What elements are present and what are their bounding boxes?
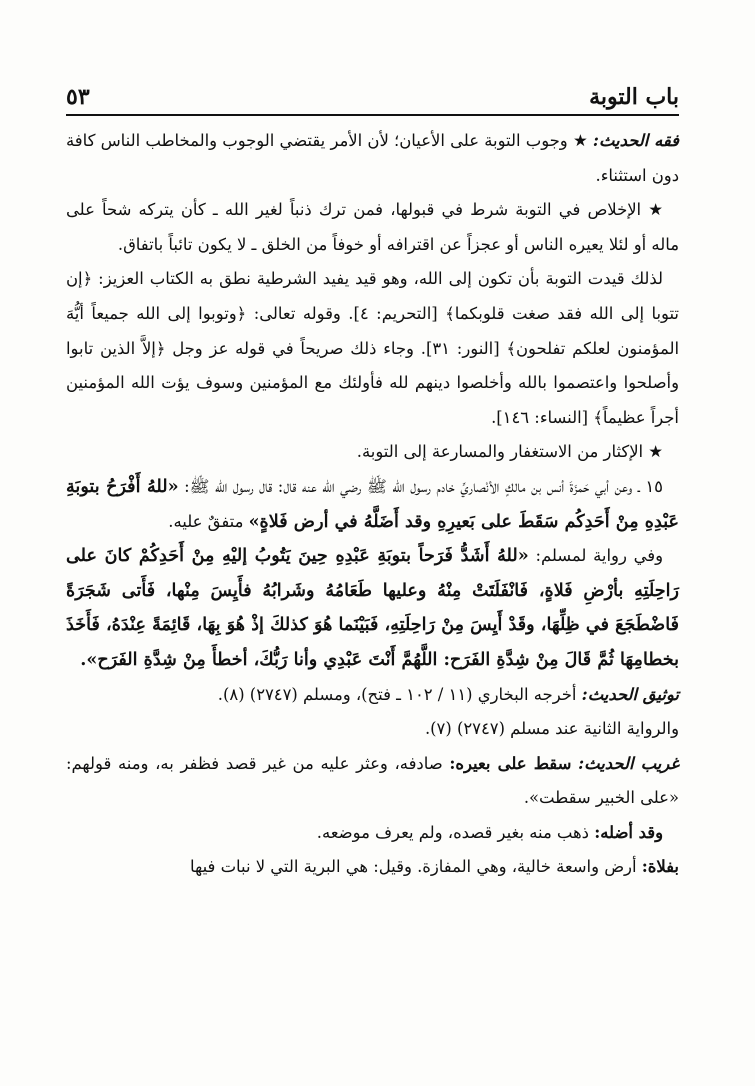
fiqh-heading: فقه الحديث: <box>592 131 679 150</box>
gharib-def-1: صادفه، وعثر عليه من غير قصد فظفر به، ومنه قولهم: «على الخبير سقطت». <box>66 753 679 808</box>
tawthiq-heading: توثيق الحديث: <box>581 684 679 704</box>
fiqh-paragraph-3: لذلك قيدت التوبة بأن تكون إلى الله، وهو قيد يفيد الشرطية نطق به الكتاب العزيز: ﴿إن تتوبا إلى الله فقد صغت قلوبكما﴾ [التحريم: ٤]. وقوله تعالى: ﴿وتوبوا إلى الله جميعاً أيُّهَ المؤمنون لعلكم تفلحون﴾ [النور: ٣١]. وجاء ذلك صريحاً في قوله عز وجل ﴿إلاَّ الذين تابوا وأصلحوا واعتصموا بالله وأخلصوا دينهم لله فأولئك مع المؤمنين وسوف يؤت الله المؤمنين أجراً عظيماً﴾ [النساء: ١٤٦]. <box>66 269 679 427</box>
tawthiq-line-1: أخرجه البخاري (١١ / ١٠٢ ـ فتح)، ومسلم (٢٧٤٧) (٨). <box>217 684 577 704</box>
gharib-paragraph-2 <box>66 816 679 851</box>
chapter-title: باب التوبة <box>589 84 679 110</box>
fiqh-paragraph-4: ★ الإكثار من الاستغفار والمسارعة إلى التوبة. <box>356 442 663 462</box>
hadith-variant-paragraph <box>66 539 679 677</box>
hadith-paragraph <box>66 470 679 539</box>
page-body <box>66 124 679 885</box>
hadith-text-2: «للهُ أَشَدُّ فَرَحاً بتوبَةِ عَبْدِهِ حِينَ يَتُوبُ إليْهِ مِنْ أَحَدِكُمْ كانَ على رَاحِلَتِهِ بأرْضِ فَلاةٍ، فَانْفَلَتَتْ مِنْهُ وعليها طَعَامُهُ وشَرابُهُ فأَيِسَ مِنْها، فَأَتى شَجَرَةً فَاضْطَجَعَ في ظِلِّهَا، وقَدْ أَيِسَ مِنْ رَاحِلَتِهِ، فَبَيْنَما هُوَ كذلكَ إذْ هُوَ بِهَا، قَائِمَةً عِنْدَهُ، فَأَخَذَ بخطامِهَا ثُمَّ قَالَ مِنْ شِدَّةِ الفَرَح: اللَّهُمَّ أَنْتَ عَبْدِي وأنا رَبُّكَ، أخطأَ مِنْ شِدَّةِ الفَرَح». <box>66 545 679 670</box>
gharib-paragraph-1 <box>66 747 679 816</box>
page-number: ٥٣ <box>66 84 90 110</box>
fiqh-paragraph-1 <box>66 124 679 193</box>
tawthiq-paragraph <box>66 678 679 713</box>
gharib-def-3: أرض واسعة خالية، وهي المفازة. وقيل: هي البرية التي لا نبات فيها <box>190 857 637 877</box>
fiqh-paragraph-2: ★ الإخلاص في التوبة شرط في قبولها، فمن ترك ذنباً لغير الله ـ كأن يتركه شحاً على ماله أو لئلا يعيره الناس أو عجزاً عن اقترافه أو خوفاً من الخلق ـ لا يكون تائباً باتفاق. <box>66 200 679 254</box>
hadith-text-1: «للهُ أَفْرَحُ بتوبَةِ عَبْدِهِ مِنْ أَحَدِكُم سَقَطَ على بَعيرِهِ وقد أَضَلَّهُ في أرض فَلاةٍ» <box>66 475 679 532</box>
fiqh-text-1: ★ وجوب التوبة على الأعيان؛ لأن الأمر يقتضي الوجوب والمخاطب الناس كافة دون استثناء. <box>66 131 679 185</box>
hadith-text-1-suffix: متفقٌ عليه. <box>168 511 244 531</box>
hadith-variant-intro: وفي رواية لمسلم: <box>535 546 663 566</box>
gharib-term-3: بفلاة: <box>641 857 679 877</box>
tawthiq-line-2: والرواية الثانية عند مسلم (٢٧٤٧) (٧). <box>424 719 679 739</box>
gharib-def-2: ذهب منه بغير قصده، ولم يعرف موضعه. <box>316 822 589 842</box>
gharib-term-1: سقط على بعيره: <box>449 753 572 773</box>
gharib-heading: غريب الحديث: <box>578 753 679 773</box>
page-header <box>66 80 679 116</box>
gharib-paragraph-3 <box>66 850 679 885</box>
hadith-intro: ١٥ ـ وعن أبي حَمزَةَ أنس بن مالكٍ الأنْصاريِّ خادم رسول الله ﷺ رضي الله عنه قال: قال رسول الله ﷺ: <box>184 476 663 496</box>
gharib-term-2: وقد أضله: <box>594 822 663 842</box>
